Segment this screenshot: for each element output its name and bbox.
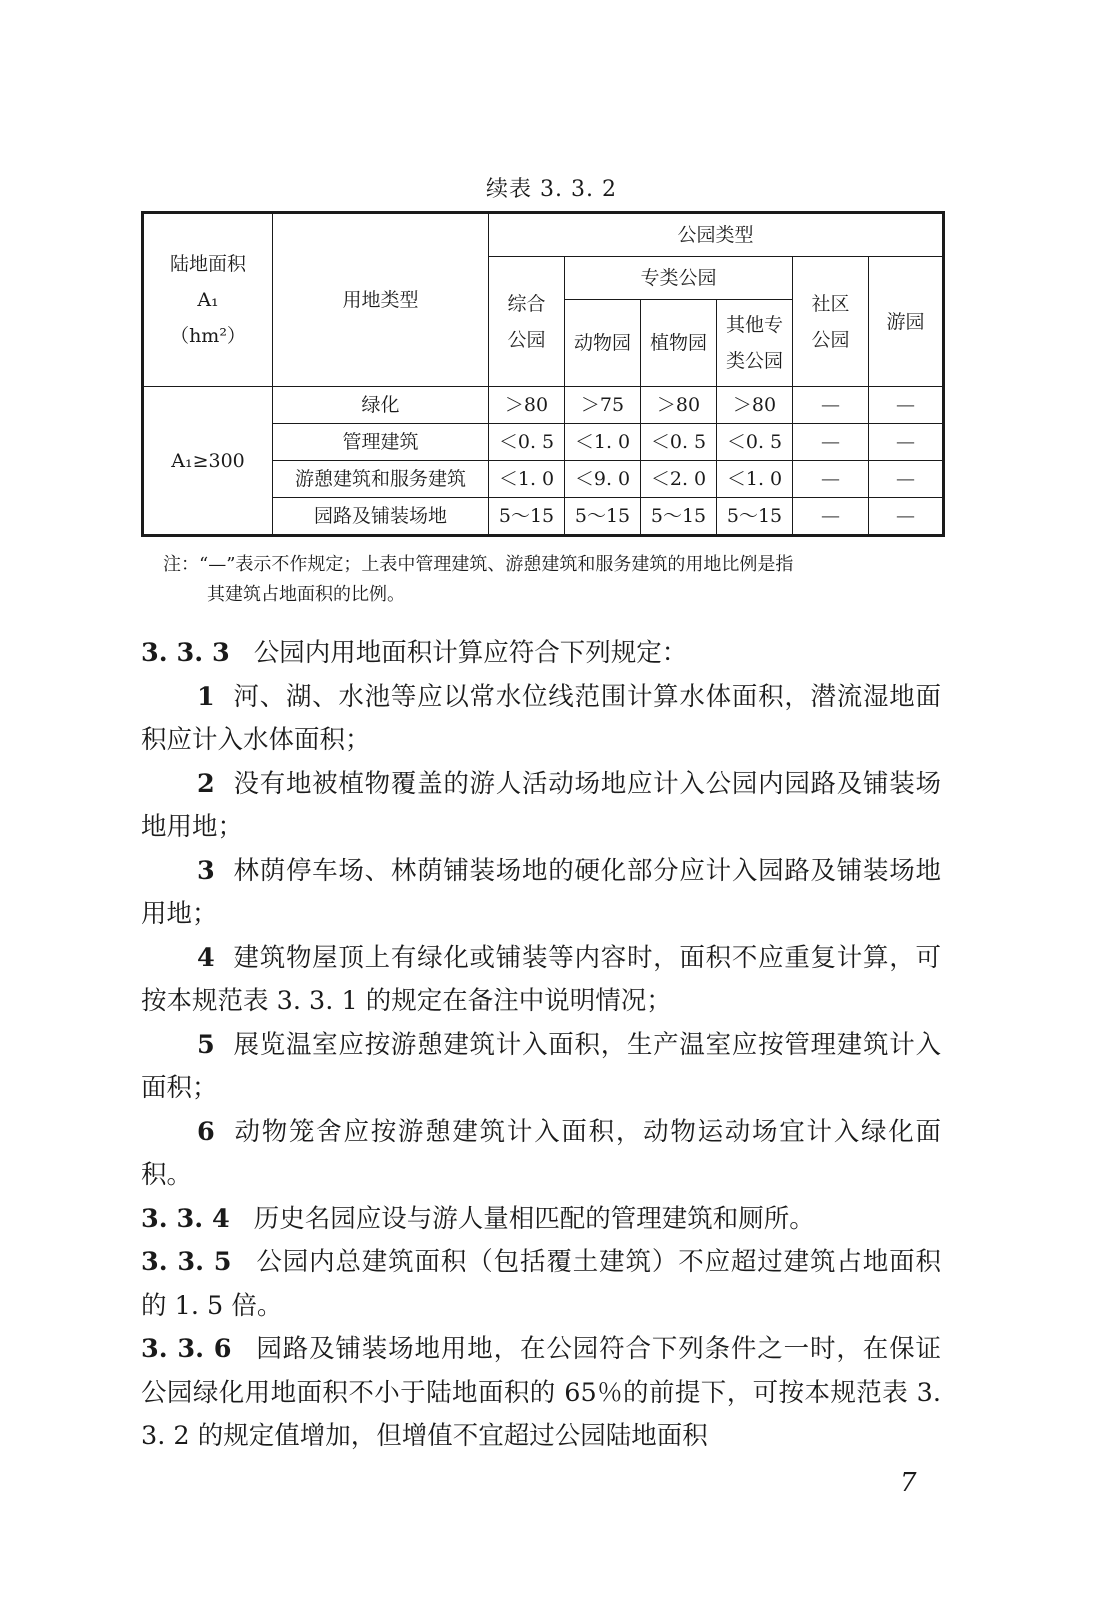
cell-value: ＜0. 5 <box>641 424 717 461</box>
row-type: 管理建筑 <box>273 424 489 461</box>
page-number: 7 <box>900 1468 917 1498</box>
land-use-ratio-table <box>141 211 945 537</box>
cell-value: ＜0. 5 <box>489 424 565 461</box>
header-specialized-park: 专类公园 <box>565 257 793 300</box>
table-row <box>143 387 944 424</box>
clause-3-3-6: 3. 3. 6 园路及铺装场地用地，在公园符合下列条件之一时，在保证公园绿化用地面积不小于陆地面积的 65％的前提下，可按本规范表 3. 3. 2 的规定值增加，但增值不宜超过公园陆地面积 <box>141 1334 941 1451</box>
cell-value: 5～15 <box>717 498 793 536</box>
clause-item: 2 没有地被植物覆盖的游人活动场地应计入公园内园路及铺装场地用地； <box>141 768 941 842</box>
cell-value: ＞80 <box>489 387 565 424</box>
header-garden: 游园 <box>869 257 944 387</box>
clause-item: 3 林荫停车场、林荫铺装场地的硬化部分应计入园路及铺装场地用地； <box>141 855 941 929</box>
header-park-type: 公园类型 <box>489 213 944 257</box>
cell-value: — <box>869 498 944 536</box>
table-caption: 续表 3. 3. 2 <box>486 177 617 202</box>
cell-value: — <box>869 387 944 424</box>
header-comprehensive-park: 综合 公园 <box>489 257 565 387</box>
cell-value: ＜9. 0 <box>565 461 641 498</box>
header-land-use-type: 用地类型 <box>273 213 489 387</box>
header-land-area: 陆地面积 A₁ （hm²） <box>143 213 273 387</box>
row-type: 游憩建筑和服务建筑 <box>273 461 489 498</box>
note-line: 其建筑占地面积的比例。 <box>207 584 405 605</box>
table-note <box>163 550 943 610</box>
cell-value: 5～15 <box>565 498 641 536</box>
cell-value: ＜1. 0 <box>565 424 641 461</box>
cell-value: — <box>793 424 869 461</box>
area-group-label: A₁≥300 <box>143 387 273 536</box>
cell-value: ＞80 <box>717 387 793 424</box>
clause-3-3-5: 3. 3. 5 公园内总建筑面积（包括覆土建筑）不应超过建筑占地面积的 1. 5 倍。 <box>141 1247 941 1321</box>
cell-value: — <box>793 498 869 536</box>
clause-3-3-4: 3. 3. 4 历史名园应设与游人量相匹配的管理建筑和厕所。 <box>141 1203 815 1234</box>
clause-item: 5 展览温室应按游憩建筑计入面积，生产温室应按管理建筑计入面积； <box>141 1029 941 1103</box>
clause-3-3-3: 3. 3. 3 公园内用地面积计算应符合下列规定： <box>141 638 688 668</box>
header-other-specialized: 其他专 类公园 <box>717 300 793 387</box>
clause-item: 4 建筑物屋顶上有绿化或铺装等内容时，面积不应重复计算，可按本规范表 3. 3. 1 的规定在备注中说明情况； <box>141 942 941 1016</box>
header-community-park: 社区 公园 <box>793 257 869 387</box>
note-line: 注：“—”表示不作规定；上表中管理建筑、游憩建筑和服务建筑的用地比例是指 <box>163 554 794 575</box>
cell-value: ＞80 <box>641 387 717 424</box>
header-zoo: 动物园 <box>565 300 641 387</box>
cell-value: ＞75 <box>565 387 641 424</box>
row-type: 园路及铺装场地 <box>273 498 489 536</box>
cell-value: — <box>869 424 944 461</box>
clause-item: 1 河、湖、水池等应以常水位线范围计算水体面积，潜流湿地面积应计入水体面积； <box>141 681 941 755</box>
cell-value: — <box>869 461 944 498</box>
row-type: 绿化 <box>273 387 489 424</box>
clause-item: 6 动物笼舍应按游憩建筑计入面积，动物运动场宜计入绿化面积。 <box>141 1116 941 1190</box>
cell-value: — <box>793 461 869 498</box>
cell-value: — <box>793 387 869 424</box>
cell-value: 5～15 <box>489 498 565 536</box>
cell-value: 5～15 <box>641 498 717 536</box>
cell-value: ＜2. 0 <box>641 461 717 498</box>
cell-value: ＜1. 0 <box>717 461 793 498</box>
cell-value: ＜0. 5 <box>717 424 793 461</box>
cell-value: ＜1. 0 <box>489 461 565 498</box>
clause-body <box>141 632 941 1459</box>
header-botanical-garden: 植物园 <box>641 300 717 387</box>
